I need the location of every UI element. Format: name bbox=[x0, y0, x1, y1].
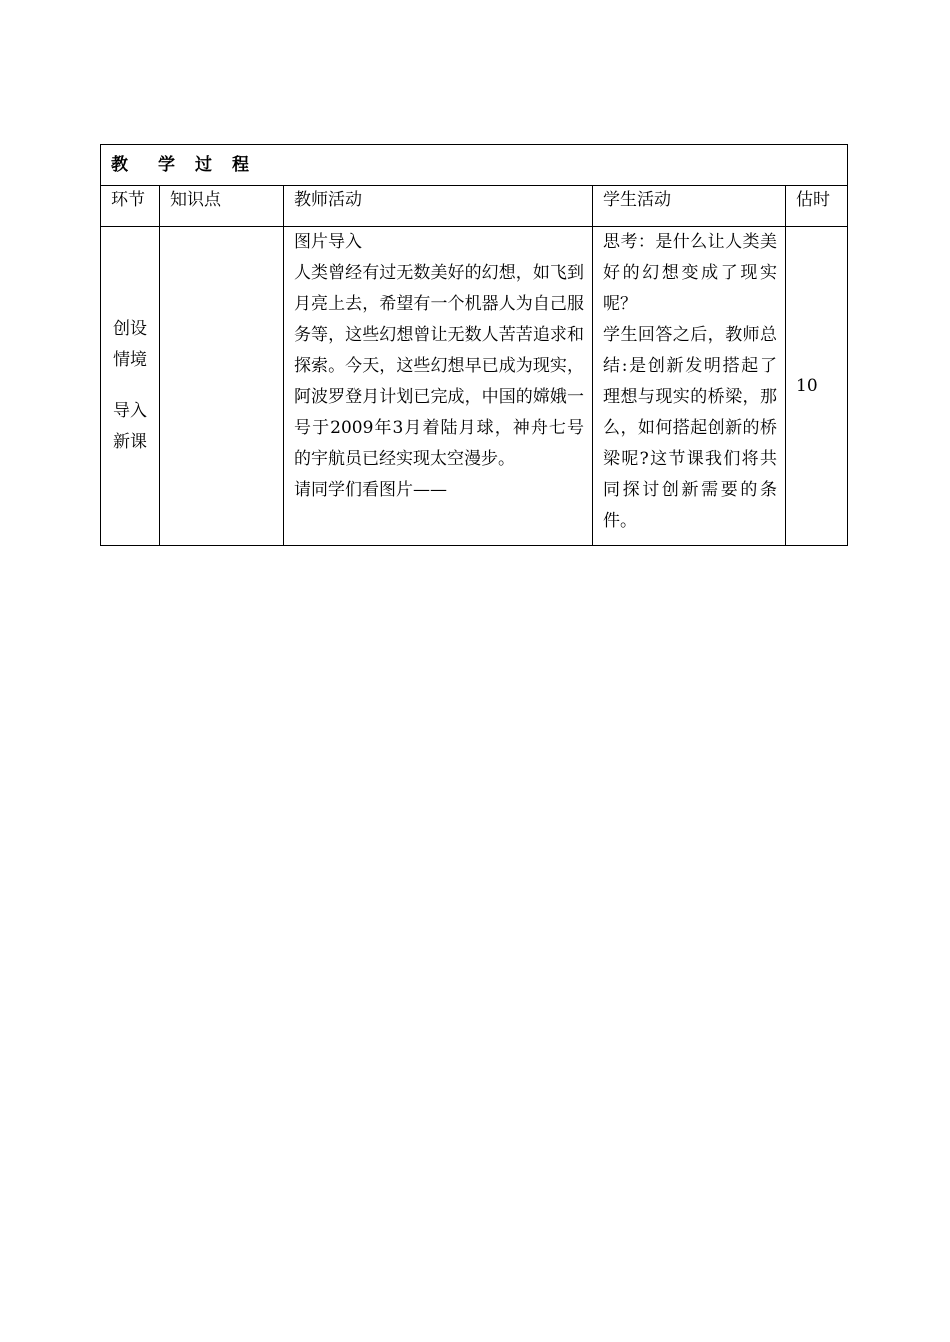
student-activity-summary: 学生回答之后，教师总结:是创新发明搭起了理想与现实的桥梁，那么，如何搭起创新的桥梁呢?这节课我们将共同探讨创新需要的条件。 bbox=[603, 325, 777, 531]
teacher-activity-cell bbox=[284, 227, 593, 546]
header-time: 估时 bbox=[786, 186, 848, 227]
knowledge-cell bbox=[160, 227, 284, 546]
table-title bbox=[101, 145, 848, 186]
student-activity-question: 思考：是什么让人类美好的幻想变成了现实呢？ bbox=[603, 232, 777, 314]
title-char: 程 bbox=[232, 154, 249, 175]
title-char: 教 bbox=[111, 154, 128, 175]
teacher-activity-heading: 图片导入 bbox=[294, 232, 362, 252]
stage-line: 创设 bbox=[113, 319, 147, 339]
title-char: 过 bbox=[195, 154, 212, 175]
title-row bbox=[101, 145, 848, 186]
title-char: 学 bbox=[158, 154, 175, 175]
header-row bbox=[101, 186, 848, 227]
stage-line: 情境 bbox=[113, 350, 147, 370]
student-activity-cell bbox=[593, 227, 786, 546]
teacher-activity-text: 人类曾经有过无数美好的幻想，如飞到月亮上去，希望有一个机器人为自己服务等，这些幻想曾让无数人苦苦追求和探索。今天，这些幻想早已成为现实，阿波罗登月计划已完成，中国的嫦娥一号于2009年3月着陆月球，神舟七号的宇航员已经实现太空漫步。 bbox=[294, 263, 584, 469]
table-row bbox=[101, 227, 848, 546]
stage-line: 新课 bbox=[113, 432, 147, 452]
stage-cell bbox=[101, 227, 160, 546]
time-cell: 10 bbox=[786, 227, 848, 546]
header-knowledge: 知识点 bbox=[160, 186, 284, 227]
teaching-process-table bbox=[100, 144, 848, 546]
stage-line: 导入 bbox=[113, 401, 147, 421]
header-teacher-activity: 教师活动 bbox=[284, 186, 593, 227]
header-student-activity: 学生活动 bbox=[593, 186, 786, 227]
teacher-activity-prompt: 请同学们看图片—— bbox=[294, 480, 447, 500]
header-stage: 环节 bbox=[101, 186, 160, 227]
